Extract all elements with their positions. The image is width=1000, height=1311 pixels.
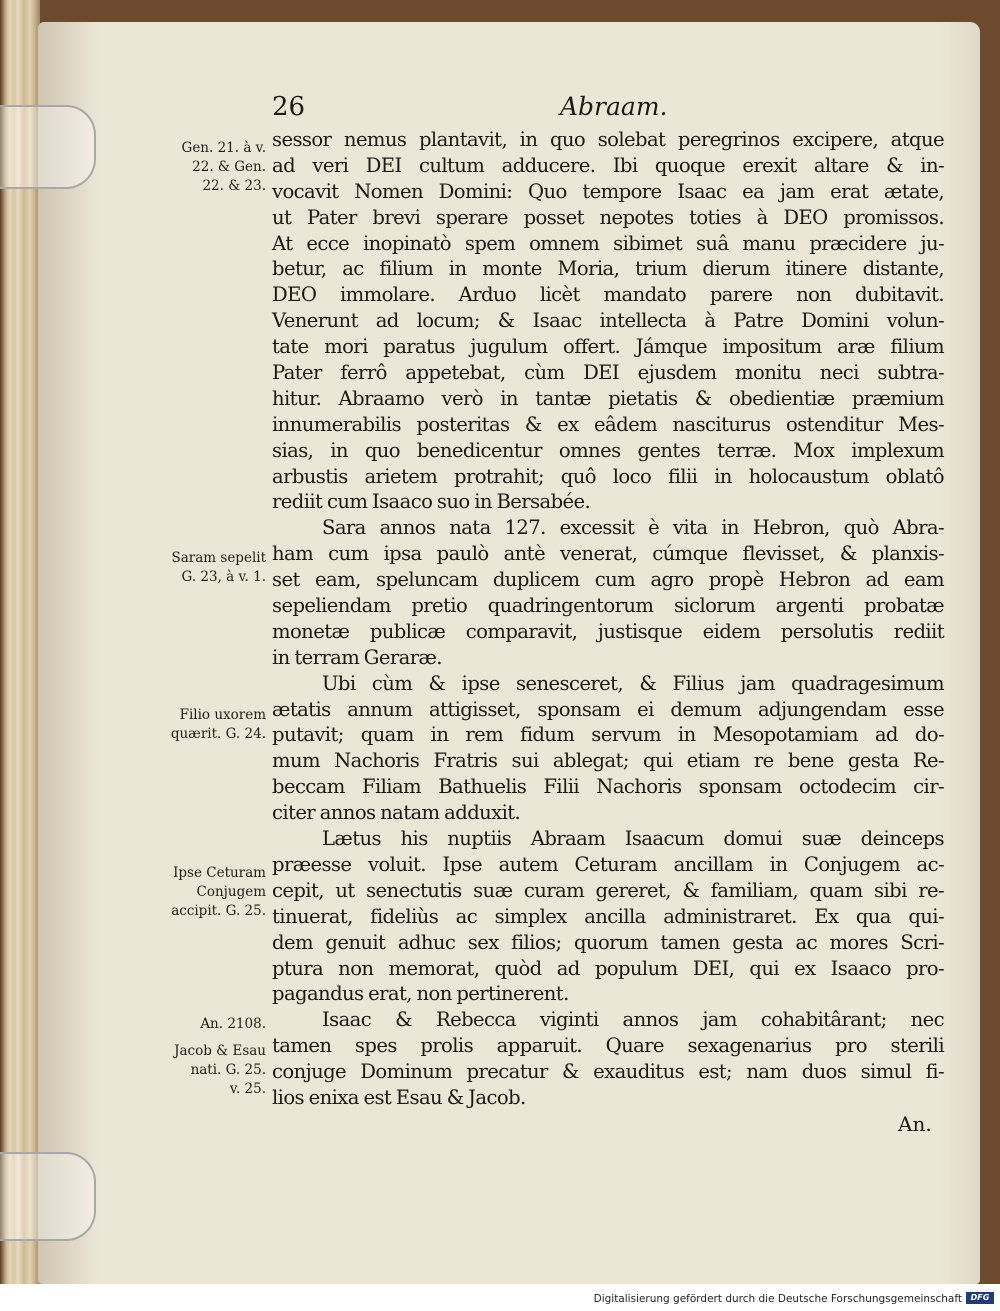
text-line: Pater ferrô appetebat, cùm DEI ejusdem monitu neci subtra-: [272, 361, 944, 385]
margin-note-line: quærit. G. 24.: [170, 726, 266, 742]
body-text: [272, 127, 944, 1111]
text-line: At ecce inopinatò spem omnem sibimet suâ manu præcidere ju-: [272, 231, 944, 255]
text-line: DEO immolare. Arduo licèt mandato parere non dubitavit.: [272, 283, 944, 307]
text-line: putavit; quam in rem fidum servum in Mesopotamiam ad do-: [272, 723, 944, 747]
margin-note-line: Ipse Ceturam: [173, 865, 266, 881]
margin-note-2: [148, 549, 266, 587]
text-line: ad veri DEI cultum adducere. Ibi quoque erexit altare & in-: [272, 153, 944, 177]
margin-note-line: Saram sepelit: [171, 550, 266, 566]
margin-note-line: nati. G. 25.: [190, 1062, 266, 1078]
catchword: An.: [898, 1112, 932, 1136]
text-line: Sara annos nata 127. excessit è vita in Hebron, quò Abra-: [322, 516, 944, 540]
text-line: Lætus his nuptiis Abraam Isaacum domui suæ deinceps: [322, 827, 944, 851]
text-line: pagandus erat, non pertinerent.: [272, 982, 569, 1006]
margin-note-6: [148, 1042, 266, 1099]
text-line: beccam Filiam Bathuelis Filii Nachoris sponsam octodecim cir-: [272, 775, 944, 799]
text-line: præesse voluit. Ipse autem Ceturam ancillam in Conjugem ac-: [272, 852, 944, 876]
text-line: arbustis arietem protrahit; quô loco filii in holocaustum oblatô: [272, 464, 944, 488]
text-line: mum Nachoris Fratris sui ablegat; qui etiam re bene gesta Re-: [272, 749, 944, 773]
page-marker-top: [0, 105, 96, 189]
text-line: innumerabilis posteritas & ex eâdem nasciturus ostenditur Mes-: [272, 412, 944, 436]
text-line: ham cum ipsa paulò antè venerat, cúmque flevisset, & planxis-: [272, 542, 944, 566]
text-line: cepit, ut senectutis suæ curam gereret, & familiam, quam sibi re-: [272, 878, 944, 902]
margin-note-line: 22. & 23.: [202, 178, 266, 194]
text-line: Venerunt ad locum; & Isaac intellecta à Patre Domini volun-: [272, 309, 944, 333]
margin-note-1: [148, 139, 266, 196]
text-line: lios enixa est Esau & Jacob.: [272, 1085, 526, 1109]
margin-note-5: [148, 1015, 266, 1034]
margin-note-4: [148, 864, 266, 921]
margin-note-line: 22. & Gen.: [192, 159, 266, 175]
margin-note-3: [148, 706, 266, 744]
text-line: sias, in quo benedicentur omnes gentes terræ. Mox implexum: [272, 438, 944, 462]
text-line: ut Pater brevi sperare posset nepotes toties à DEO promissos.: [272, 205, 944, 229]
margin-note-line: An. 2108.: [200, 1016, 266, 1032]
text-line: tinuerat, fideliùs ac simplex ancilla administraret. Ex qua qui-: [272, 904, 944, 928]
margin-note-line: G. 23, à v. 1.: [181, 569, 266, 585]
text-line: citer annos natam adduxit.: [272, 801, 521, 825]
page-number: 26: [272, 92, 306, 122]
dfg-logo: DFG: [966, 1292, 994, 1304]
margin-note-line: Conjugem: [196, 884, 266, 900]
text-line: in terram Geraræ.: [272, 645, 442, 669]
text-line: tate mori paratus jugulum offert. Jámque impositum aræ filium: [272, 335, 944, 359]
text-line: betur, ac filium in monte Moria, trium dierum itinere distante,: [272, 257, 944, 281]
text-line: sessor nemus plantavit, in quo solebat peregrinos excipere, atque: [272, 128, 944, 151]
page-marker-bottom: [0, 1152, 96, 1241]
text-line: tamen spes prolis apparuit. Quare sexagenarius pro sterili: [272, 1034, 944, 1058]
margin-note-line: accipit. G. 25.: [171, 903, 266, 919]
text-line: set eam, speluncam duplicem cum agro propè Hebron ad eam: [272, 568, 944, 592]
running-head: Abraam.: [560, 92, 668, 121]
margin-note-line: v. 25.: [229, 1081, 266, 1097]
text-line: rediit cum Isaaco suo in Bersabée.: [272, 490, 591, 514]
bleed-through-smudge: [150, 352, 260, 412]
margin-note-line: Filio uxorem: [179, 707, 266, 723]
text-line: hitur. Abraamo verò in tantæ pietatis & obedientiæ præmium: [272, 386, 944, 410]
text-line: conjuge Dominum precatur & exauditus est; nam duos simul fi-: [272, 1060, 944, 1084]
margin-note-line: Gen. 21. à v.: [181, 140, 266, 156]
text-line: ptura non memorat, quòd ad populum DEI, qui ex Isaaco pro-: [272, 956, 944, 980]
digitization-credit: Digitalisierung gefördert durch die Deutsche Forschungsgemeinschaft: [593, 1293, 962, 1305]
text-line: Ubi cùm & ipse senesceret, & Filius jam quadragesimum: [322, 671, 944, 695]
text-line: monetæ publicæ comparavit, justisque eidem persolutis rediit: [272, 619, 944, 643]
book-page-edges: [0, 0, 40, 1290]
text-line: ætatis annum attigisset, sponsam ei demum adjungendam esse: [272, 697, 944, 721]
text-line: sepeliendam pretio quadringentorum siclorum argenti probatæ: [272, 594, 944, 618]
margin-note-line: Jacob & Esau: [174, 1043, 266, 1059]
text-line: vocavit Nomen Domini: Quo tempore Isaac ea jam erat ætate,: [272, 179, 944, 203]
text-line: dem genuit adhuc sex filios; quorum tamen gesta ac mores Scri-: [272, 930, 944, 954]
text-line: Isaac & Rebecca viginti annos jam cohabitârant; nec: [322, 1008, 944, 1032]
